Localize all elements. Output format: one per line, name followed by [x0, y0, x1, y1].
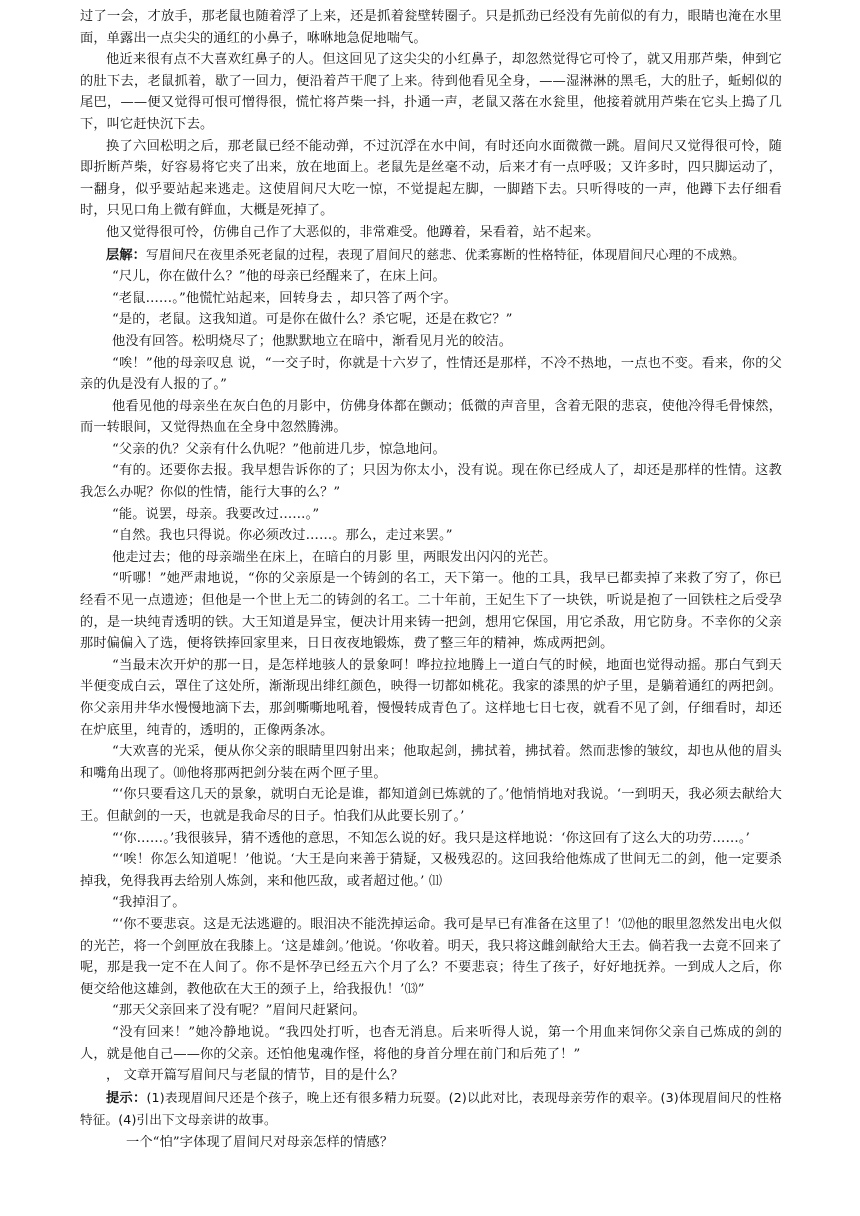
- dialogue-paragraph: “‘你……。’我很骇异，猜不透他的意思，不知怎么说的好。我只是这样地说：‘你这回有了这么大的功劳……。’: [112, 830, 750, 846]
- dialogue-paragraph: “大欢喜的光采，便从你父亲的眼睛里四射出来；他取起剑，拂拭着，拂拭着。然而悲惨的皱纹，却也从他的眉头和嘴角出现了。⑽他将那两把剑分装在两个匣子里。: [80, 744, 782, 781]
- dialogue-paragraph: “‘唉！你怎么知道呢！’他说。‘大王是向来善于猜疑，又极残忍的。这回我给他炼成了世间无二的剑，他一定要杀掉我，免得我再去给别人炼剑，来和他匹敌，或者超过他。’ ⑾: [80, 852, 782, 889]
- story-paragraph: 过了一会，才放手，那老鼠也随着浮了上来，还是抓着瓮壁转圈子。只是抓劲已经没有先前似的有力，眼睛也淹在水里面，单露出一点尖尖的通红的小鼻子，咻咻地急促地喘气。: [80, 9, 782, 46]
- story-paragraph: 他又觉得很可怜，仿佛自己作了大恶似的，非常难受。他蹲着，呆看着，站不起来。: [106, 224, 600, 240]
- dialogue-paragraph: “那天父亲回来了没有呢？”眉间尺赶紧问。: [112, 1003, 366, 1019]
- annotation-paragraph: [80, 244, 782, 267]
- annotation-text: 写眉间尺在夜里杀死老鼠的过程，表现了眉间尺的慈悲、优柔寡断的性格特征，体现眉间尺心理的不成熟。: [146, 246, 745, 262]
- dialogue-paragraph: “有的。还要你去报。我早想告诉你的了；只因为你太小，没有说。现在你已经成人了，却还是那样的性情。这教我怎么办呢？你似的性情，能行大事的么？”: [80, 463, 782, 501]
- dialogue-paragraph: “没有回来！”她冷静地说。“我四处打听，也杳无消息。后来听得人说，第一个用血来饲你父亲自己炼成的剑的人，就是他自己——你的父亲。还怕他鬼魂作怪，将他的身首分埋在前门和后苑了！”: [80, 1024, 782, 1062]
- dialogue-paragraph: “是的，老鼠。这我知道。可是你在做什么？杀它呢，还是在救它？”: [112, 312, 513, 328]
- question-paragraph: ， 文章开篇写眉间尺与老鼠的情节，目的是什么？: [106, 1068, 404, 1084]
- dialogue-paragraph: “父亲的仇？父亲有什么仇呢？”他前进几步，惊急地问。: [112, 441, 446, 457]
- dialogue-paragraph: 他看见他的母亲坐在灰白色的月影中，仿佛身体都在颤动；低微的声音里，含着无限的悲哀，使他冷得毛骨悚然，而一转眼间，又觉得热血在全身中忽然腾沸。: [80, 398, 782, 436]
- annotation-label: 层解：: [106, 247, 147, 263]
- dialogue-paragraph: “听哪！”她严肃地说，“你的父亲原是一个铸剑的名工，天下第一。他的工具，我早已都卖掉了来救了穷了，你已经看不见一点遗迹；但他是一个世上无二的铸剑的名工。二十年前，王妃生下了一块铁，听说是抱了一回铁柱之后受孕的，是一块纯青透明的铁。大王知道是异宝，便决计用来铸一把剑，想用它保国，用它杀敌，用它防身。不幸你的父亲那时偏偏入了选，便将铁捧回家里来，日日夜夜地锻炼，费了整三年的精神，炼成两把剑。: [80, 571, 782, 652]
- dialogue-paragraph: “能。说罢，母亲。我要改过……。”: [112, 506, 320, 522]
- story-paragraph: 他近来很有点不大喜欢红鼻子的人。但这回见了这尖尖的小红鼻子，却忽然觉得它可怜了，就又用那芦柴，伸到它的肚下去，老鼠抓着，歇了一回力，便沿着芦干爬了上来。待到他看见全身，——湿淋淋的黑毛，大的肚子，蚯蚓似的尾巴，——便又觉得可恨可憎得很，慌忙将芦柴一抖，扑通一声，老鼠又落在水瓮里，他接着就用芦柴在它头上搗了几下，叫它赶快沉下去。: [80, 52, 782, 132]
- dialogue-paragraph: 他没有回答。松明烧尽了；他默默地立在暗中，渐看见月光的皎洁。: [112, 333, 513, 349]
- dialogue-paragraph: 他走过去；他的母亲端坐在床上，在暗白的月影 里，两眼发出闪闪的光芒。: [112, 549, 557, 565]
- dialogue-paragraph: “自然。我也只得说。你必须改过……。那么，走过来罢。”: [112, 528, 453, 544]
- dialogue-paragraph: “尺儿，你在做什么？”他的母亲已经醒来了，在床上问。: [112, 269, 446, 285]
- hint-label: 提示：: [106, 1090, 147, 1106]
- story-paragraph: 换了六回松明之后，那老鼠已经不能动弹，不过沉浮在水中间，有时还向水面微微一跳。眉间尺又觉得很可怜，随即折断芦柴，好容易将它夹了出来，放在地面上。老鼠先是丝毫不动，后来才有一点呼吸；又许多时，四只脚运动了，一翻身，似乎要站起来逃走。这使眉间尺大吃一惊，不觉提起左脚，一脚踏下去。只听得吱的一声，他蹲下去仔细看时，只见口角上微有鲜血，大概是死掉了。: [80, 138, 782, 219]
- dialogue-paragraph: “‘你只要看这几天的景象，就明白无论是谁，都知道剑已炼就的了。’他悄悄地对我说。‘一到明天，我必须去献给大王。但献剑的一天，也就是我命尽的日子。怕我们从此要长别了。’: [80, 787, 782, 824]
- dialogue-paragraph: “当最末次开炉的那一日，是怎样地骇人的景象呵！哗拉拉地腾上一道白气的时候，地面也觉得动摇。那白气到天半便变成白云，罩住了这处所，渐渐现出绯红颜色，映得一切都如桃花。我家的漆黑的炉子里，是躺着通红的两把剑。你父亲用井华水慢慢地滴下去，那剑嘶嘶地吼着，慢慢转成青色了。这样地七日七夜，就看不见了剑，仔细看时，却还在炉底里，纯青的，透明的，正像两条冰。: [80, 657, 782, 738]
- question-paragraph: 一个“怕”字体现了眉间尺对母亲怎样的情感？: [126, 1134, 394, 1150]
- dialogue-paragraph: “老鼠……。”他慌忙站起来，回转身去 ，却只答了两个字。: [112, 290, 457, 306]
- dialogue-paragraph: “唉！”他的母亲叹息 说，“一交子时，你就是十六岁了，性情还是那样，不冷不热地，一点也不变。看来，你的父亲的仇是没有人报的了。”: [80, 355, 782, 393]
- hint-text: (1)表现眉间尺还是个孩子，晚上还有很多精力玩耍。(2)以此对比，表现母亲劳作的艰辛。(3)体现眉间尺的性格特征。(4)引出下文母亲讲的故事。: [80, 1089, 783, 1128]
- hint-paragraph: [80, 1087, 782, 1132]
- dialogue-paragraph: “‘你不要悲哀。这是无法逃避的。眼泪决不能洗掉运命。我可是早已有准备在这里了！’⑿他的眼里忽然发出电火似的光芒，将一个剑匣放在我膝上。‘这是雄剑。’他说。‘你收着。明天，我只将这雌剑献给大王去。倘若我一去竟不回来了呢，那是我一定不在人间了。你不是怀孕已经五六个月了么？不要悲哀；待生了孩子，好好地抚养。一到成人之后，你便交给他这雄剑，教他砍在大王的颈子上，给我报仇！’⒀”: [80, 916, 782, 997]
- dialogue-paragraph: “我掉泪了。: [112, 895, 186, 911]
